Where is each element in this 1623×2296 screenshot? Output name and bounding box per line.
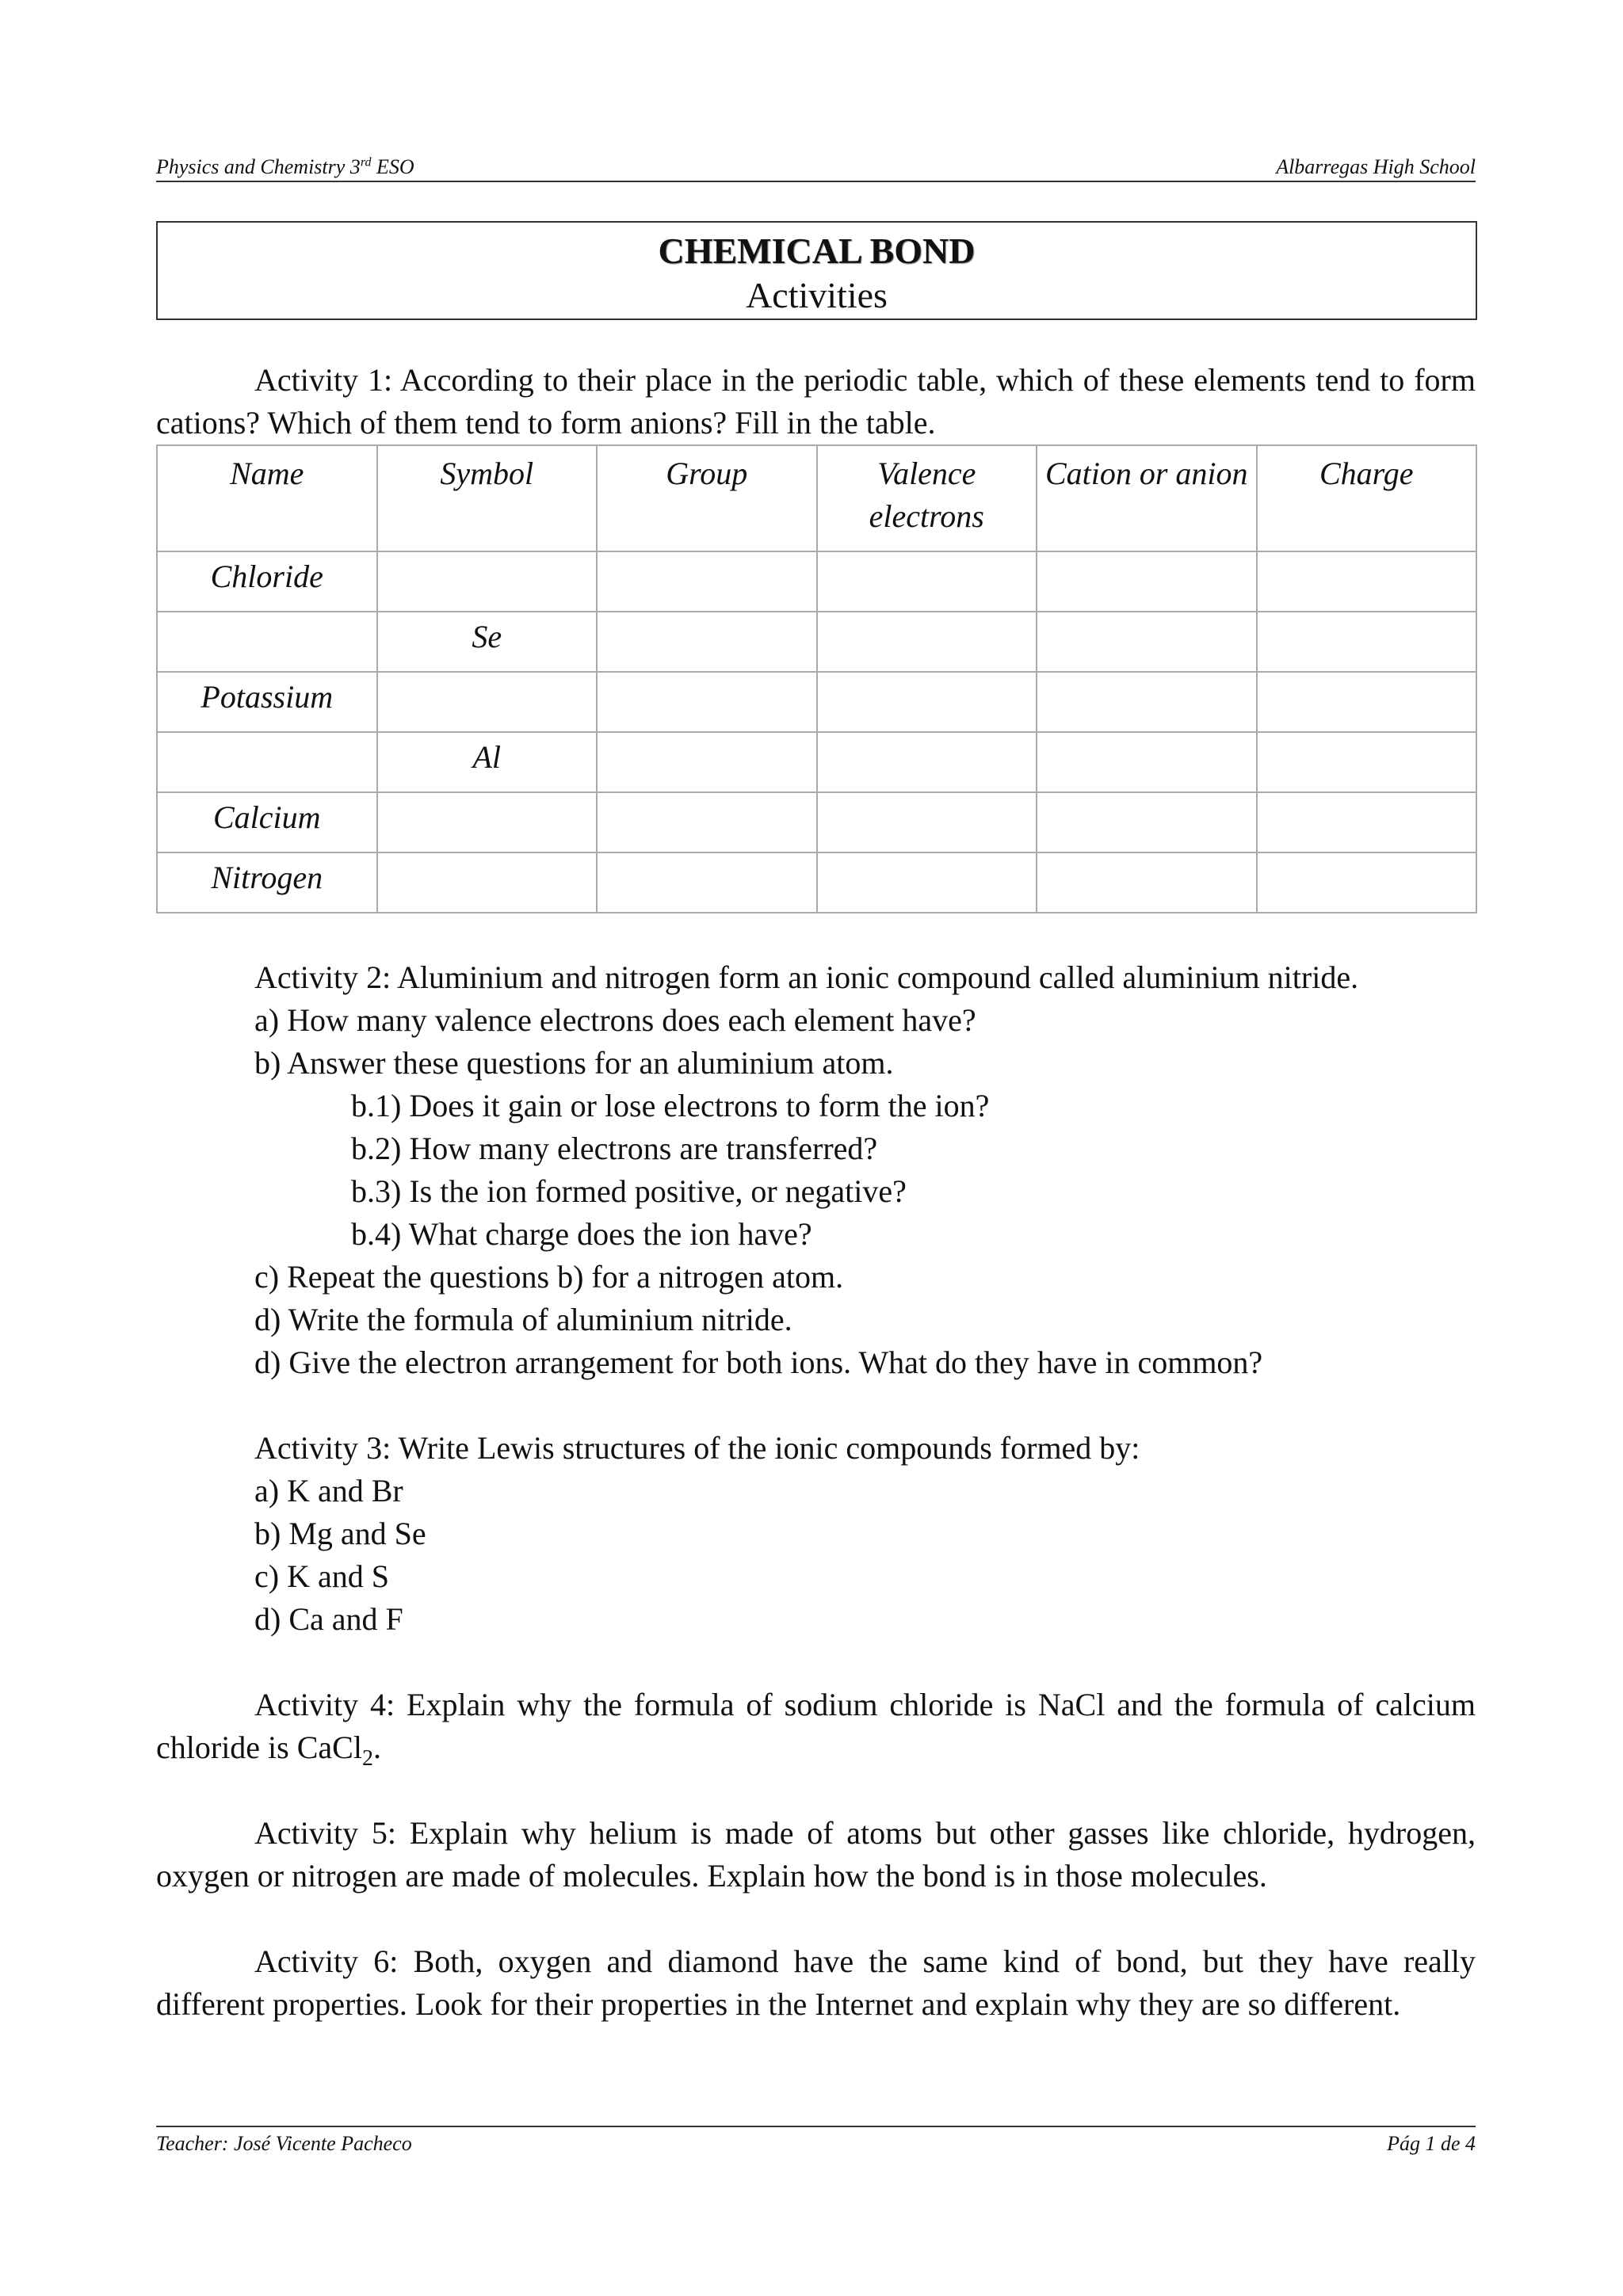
table-cell: [1257, 852, 1477, 913]
table-cell: [1037, 551, 1257, 612]
table-cell: [377, 551, 598, 612]
table-row: [157, 852, 1476, 913]
table-header-row: [157, 445, 1476, 551]
activity-2-question-d2: d) Give the electron arrangement for both ions. What do they have in common?: [254, 1344, 1263, 1380]
table-cell: [1257, 612, 1477, 672]
activity-2-question-a: a) How many valence electrons does each element have?: [254, 1002, 976, 1038]
activity-3-item: c) K and S: [254, 1558, 389, 1594]
table-cell: [817, 852, 1037, 913]
course-title: Physics and Chemistry 3rd ESO: [156, 155, 414, 178]
table-cell: [1257, 792, 1477, 852]
table-cell: [1037, 792, 1257, 852]
activity-2-question-d1: d) Write the formula of aluminium nitride.: [254, 1302, 792, 1337]
table-row: [157, 672, 1476, 732]
table-row: [157, 612, 1476, 672]
table-cell: [1037, 672, 1257, 732]
table-cell: Potassium: [157, 672, 377, 732]
activity-2-question-b3: b.3) Is the ion formed positive, or negative?: [351, 1173, 907, 1209]
table-cell: Chloride: [157, 551, 377, 612]
table-cell: [157, 732, 377, 792]
table-row: [157, 732, 1476, 792]
table-cell: [817, 672, 1037, 732]
table-cell: [1037, 732, 1257, 792]
table-cell: [817, 551, 1037, 612]
table-cell: [157, 612, 377, 672]
table-cell: [1257, 551, 1477, 612]
activity-2-intro: Activity 2: Aluminium and nitrogen form an ionic compound called aluminium nitride.: [254, 959, 1359, 995]
activity-3-item: a) K and Br: [254, 1473, 403, 1508]
table-cell: [597, 551, 817, 612]
activity-5-text: Activity 5: Explain why helium is made of atoms but other gasses like chloride, hydrogen, oxygen or nitrogen are made of molecules. Explain how the bond is in those molecules.: [156, 1815, 1476, 1894]
table-cell: [817, 792, 1037, 852]
page-title: CHEMICAL BOND: [658, 231, 976, 271]
activity-2-question-b4: b.4) What charge does the ion have?: [351, 1216, 812, 1252]
table-cell: [1257, 732, 1477, 792]
table-cell: Nitrogen: [157, 852, 377, 913]
teacher-name: Teacher: José Vicente Pacheco: [156, 2132, 412, 2155]
column-header: Cation or anion: [1037, 445, 1257, 551]
table-row: [157, 551, 1476, 612]
table-cell: [377, 792, 598, 852]
page-footer: [156, 2126, 1476, 2156]
table-cell: [817, 612, 1037, 672]
page-subtitle: Activities: [746, 275, 888, 315]
school-name: Albarregas High School: [1276, 155, 1476, 178]
table-cell: [1037, 612, 1257, 672]
activity-2-question-b1: b.1) Does it gain or lose electrons to form the ion?: [351, 1088, 990, 1123]
element-table: [156, 444, 1477, 913]
worksheet-content: [156, 359, 1476, 2026]
activity-2-question-c: c) Repeat the questions b) for a nitrogen atom.: [254, 1259, 844, 1295]
table-cell: [1257, 672, 1477, 732]
table-cell: [597, 792, 817, 852]
table-cell: [597, 672, 817, 732]
activity-3-item: b) Mg and Se: [254, 1516, 426, 1551]
table-cell: Al: [377, 732, 598, 792]
activity-6-text: Activity 6: Both, oxygen and diamond have the same kind of bond, but they have really different properties. Look for their properties in the Internet and explain why they are so different.: [156, 1943, 1476, 2022]
table-row: [157, 792, 1476, 852]
column-header: Symbol: [377, 445, 598, 551]
column-header: Group: [597, 445, 817, 551]
table-cell: [1037, 852, 1257, 913]
activity-1-text: Activity 1: According to their place in the periodic table, which of these elements tend to form cations? Which of them tend to form anions? Fill in the table.: [156, 362, 1476, 441]
table-cell: [597, 852, 817, 913]
page-number: Pág 1 de 4: [1387, 2132, 1476, 2155]
activity-4-text: Activity 4: Explain why the formula of sodium chloride is NaCl and the formula of calcium chloride is CaCl$_2$.: [156, 1687, 1476, 1771]
activity-2-question-b: b) Answer these questions for an aluminium atom.: [254, 1045, 894, 1081]
page-header: [156, 155, 1476, 182]
column-header: Charge: [1257, 445, 1477, 551]
title-box: [156, 221, 1477, 320]
table-cell: Se: [377, 612, 598, 672]
activity-2-question-b2: b.2) How many electrons are transferred?: [351, 1131, 878, 1166]
table-cell: [597, 732, 817, 792]
activity-3-item: d) Ca and F: [254, 1601, 403, 1637]
column-header: Name: [157, 445, 377, 551]
column-header: Valence electrons: [817, 445, 1037, 551]
table-cell: [377, 672, 598, 732]
table-cell: Calcium: [157, 792, 377, 852]
activity-3-intro: Activity 3: Write Lewis structures of the ionic compounds formed by:: [254, 1430, 1140, 1466]
table-cell: [377, 852, 598, 913]
table-cell: [597, 612, 817, 672]
table-cell: [817, 732, 1037, 792]
